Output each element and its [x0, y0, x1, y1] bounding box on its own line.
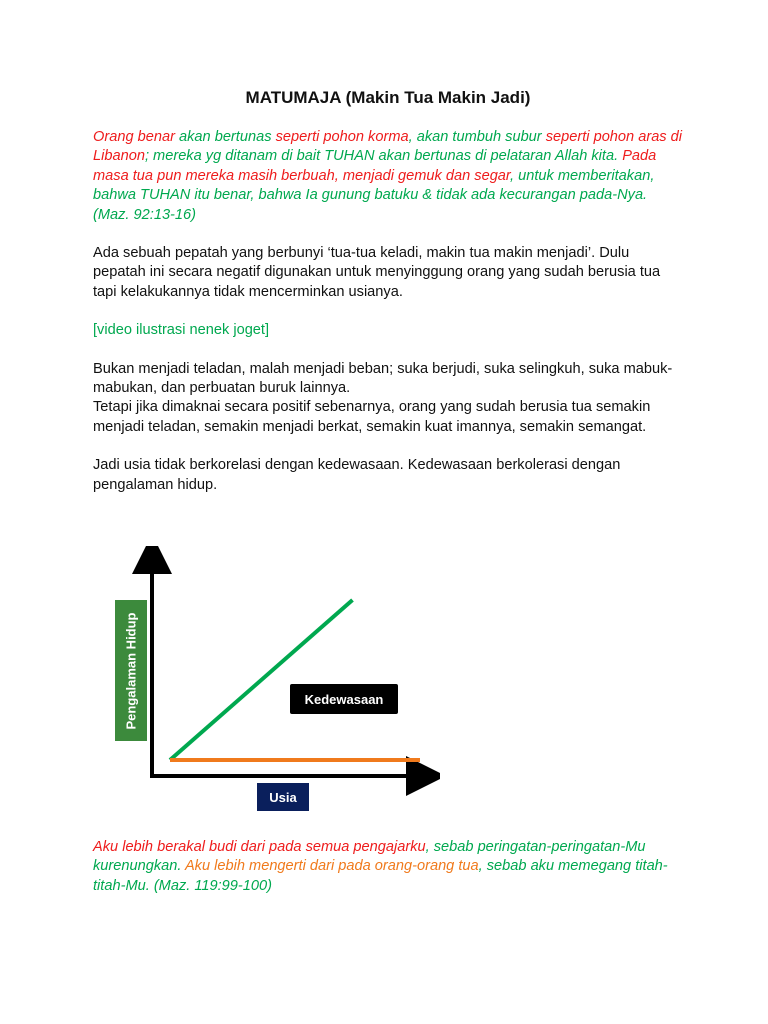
verse1-run: seperti pohon aras di Libanon [93, 129, 683, 165]
y-axis-label-box [115, 600, 147, 741]
video-note: [video ilustrasi nenek joget] [93, 322, 270, 339]
paragraph-2-line-2: Tetapi jika dimaknai secara positif sebenarnya, orang yang sudah berusia tua semakin menjadi teladan, semakin menjadi berkat, semakin kuat imannya, semakin semangat. [93, 399, 651, 435]
paragraph-1: Ada sebuah pepatah yang berbunyi ‘tua-tua keladi, makin tua makin menjadi’. Dulu pepatah ini secara negatif digunakan untuk menyinggung orang yang sudah berusia tua tapi kelakukannya tidak mencerminkan usianya. [93, 245, 661, 300]
verse2-run: , sebab peringatan-peringatan-Mu kurenungkan. [93, 839, 646, 875]
chart-svg [110, 546, 440, 816]
verse2-run: Aku lebih mengerti dari pada orang-orang tua [184, 858, 479, 875]
verse1-run: , akan tumbuh subur [408, 129, 546, 145]
verse2-run: , sebab aku memegang titah-titah-Mu. (Maz. 119:99-100) [93, 858, 668, 894]
verse1-run: ; mereka yg ditanam di bait TUHAN akan bertunas di pelataran Allah kita. [144, 148, 623, 165]
verse1-run: Pada masa tua pun mereka masih berbuah, menjadi gemuk dan segar [93, 148, 657, 184]
series-line-kedewasaan [170, 600, 353, 760]
closing-verse-block [93, 838, 683, 896]
verse1-run: akan bertunas [179, 129, 276, 145]
verse1-run: seperti pohon korma [275, 129, 409, 145]
document-page [93, 88, 683, 495]
verse1-run: , untuk memberitakan, bahwa TUHAN itu benar, bahwa Ia gunung batuku & tidak ada kecurangan pada-Nya. (Maz. 92:13-16) [93, 167, 655, 223]
verse-2 [93, 838, 683, 896]
verse1-run: Orang benar [93, 129, 179, 145]
document-title: MATUMAJA (Makin Tua Makin Jadi) [245, 88, 531, 107]
maturity-chart [110, 546, 440, 816]
verse2-run: Aku lebih berakal budi dari pada semua pengajarku [93, 839, 426, 855]
verse-1 [93, 128, 683, 225]
paragraph-2-line-1: Bukan menjadi teladan, malah menjadi beban; suka berjudi, suka selingkuh, suka mabuk-mabukan, dan perbuatan buruk lainnya. [93, 360, 673, 397]
x-axis-label: Usia [257, 783, 309, 811]
series-label-kedewasaan: Kedewasaan [290, 684, 398, 714]
y-axis-label: Pengalaman Hidup [123, 611, 139, 730]
paragraph-3: Jadi usia tidak berkorelasi dengan kedewasaan. Kedewasaan berkolerasi dengan pengalaman hidup. [93, 457, 621, 493]
